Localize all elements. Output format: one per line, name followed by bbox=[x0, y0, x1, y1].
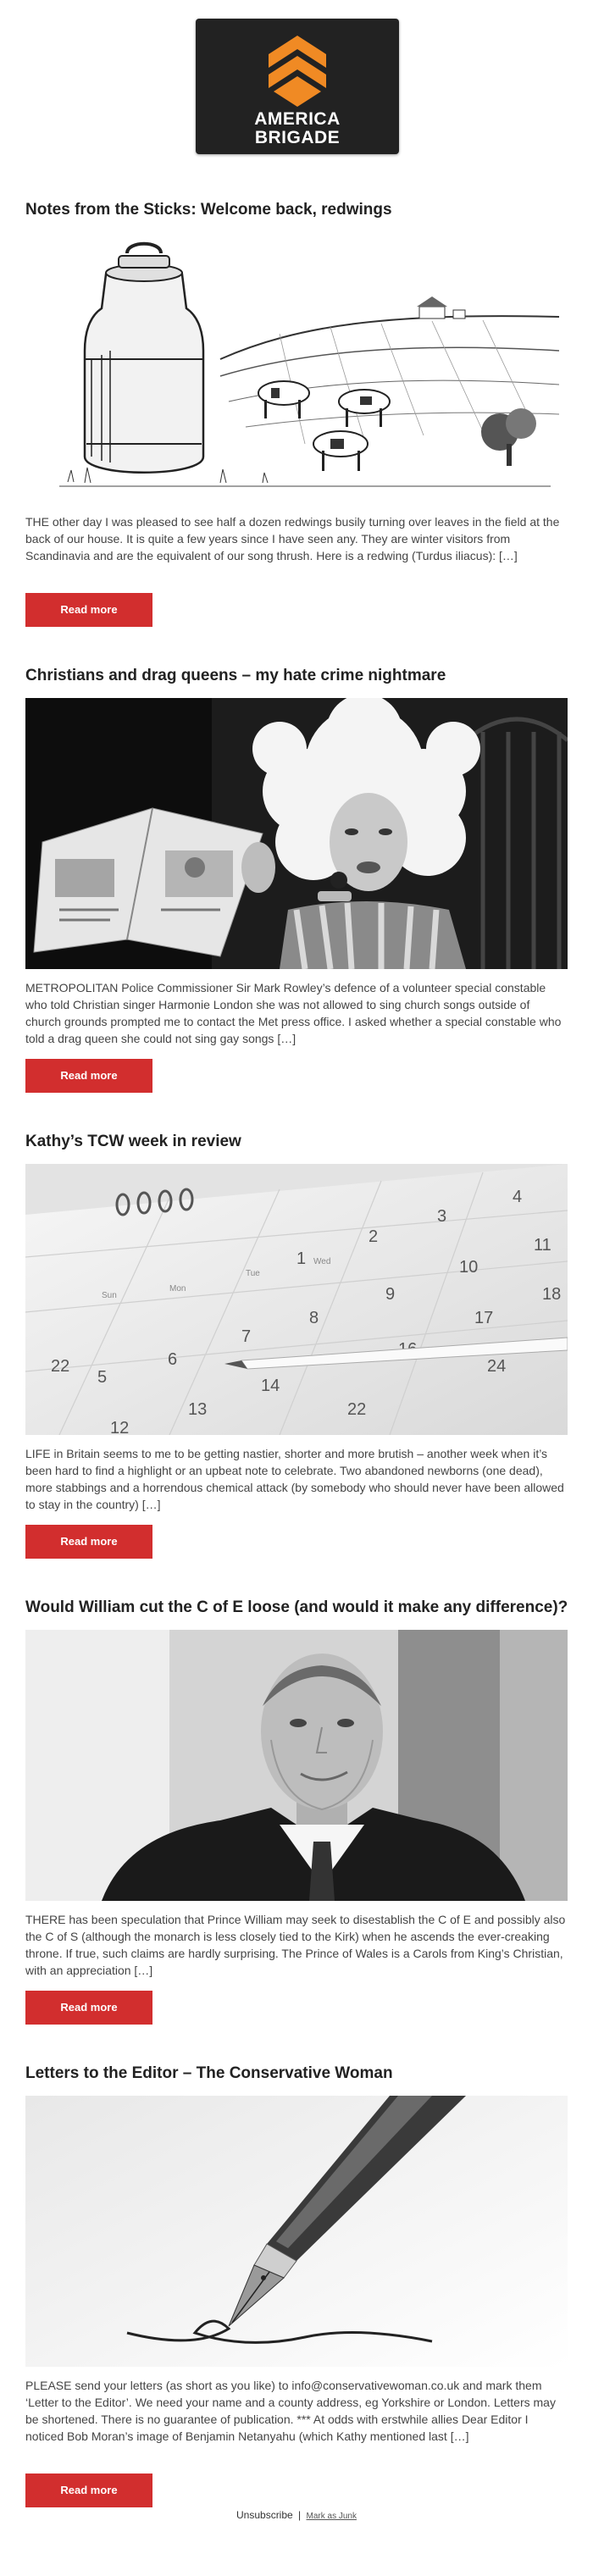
logo-line-1: AMERICA bbox=[254, 109, 341, 129]
article-title[interactable]: Notes from the Sticks: Welcome back, redwings bbox=[25, 201, 392, 219]
article-title[interactable]: Kathy’s TCW week in review bbox=[25, 1133, 241, 1150]
calendar-date: 13 bbox=[188, 1400, 208, 1419]
article-image-milk-churn-sketch[interactable] bbox=[25, 232, 568, 503]
article-image-calendar[interactable] bbox=[25, 1164, 568, 1435]
mark-as-junk-link[interactable]: Mark as Junk bbox=[306, 2512, 357, 2521]
article-excerpt: THE other day I was pleased to see half a dozen redwings busily turning over leaves in the field at the back of our house. It is quite a few years since I have seen any. They are winter visitors from Scandinavia and are the equivalent of our song thrush. Here is a redwing (Turdus iliacus): […] bbox=[25, 515, 560, 562]
calendar-day-label: Mon bbox=[169, 1284, 186, 1294]
unsubscribe-link[interactable]: Unsubscribe bbox=[236, 2509, 293, 2521]
calendar-date: 5 bbox=[97, 1368, 108, 1387]
footer-separator: | bbox=[298, 2509, 302, 2521]
calendar-date: 10 bbox=[459, 1258, 479, 1277]
calendar-date: 24 bbox=[487, 1357, 507, 1376]
article-image-drag-queen-reading[interactable] bbox=[25, 698, 568, 969]
calendar-date: 14 bbox=[261, 1377, 280, 1395]
article-title[interactable]: Letters to the Editor – The Conservative Woman bbox=[25, 2064, 393, 2082]
read-more-button[interactable]: Read more bbox=[25, 1059, 152, 1093]
calendar-day-label: Sun bbox=[102, 1291, 117, 1300]
calendar-date: 6 bbox=[168, 1350, 178, 1369]
article-excerpt: METROPOLITAN Police Commissioner Sir Mark Rowley’s defence of a volunteer special constable who told Christian singer Harmonie London she was not allowed to sing church songs outside of church grounds prompted me to contact the Met press office. I asked whether a special constable who told a drag queen she could not sing gay songs […] bbox=[25, 981, 562, 1045]
calendar-date: 12 bbox=[110, 1419, 130, 1435]
calendar-day-label: Tue bbox=[246, 1269, 260, 1278]
read-more-button[interactable]: Read more bbox=[25, 2474, 152, 2507]
read-more-button[interactable]: Read more bbox=[25, 1991, 152, 2025]
calendar-date: 22 bbox=[51, 1357, 70, 1376]
article-image-fountain-pen[interactable] bbox=[25, 2096, 568, 2367]
calendar-date: 7 bbox=[241, 1327, 252, 1346]
calendar-date: 3 bbox=[437, 1207, 447, 1226]
article-excerpt: THERE has been speculation that Prince William may seek to disestablish the C of E and possibly also the C of S (although the monarch is less closely tied to the Kirk) when he ascends the ever-creaking throne. If true, such claims are hardly surprising. The Prince of Wales is a Carols from King’s Christian, with an appreciation […] bbox=[25, 1913, 566, 1977]
article-excerpt: LIFE in Britain seems to me to be getting nastier, shorter and more brutish – another week when it’s been hard to find a highlight or an upbeat note to celebrate. Two abandoned newborns (one dead), more stabbings and a horrendous chemical attack (by somebody who should never have been allowed to stay in the country) […] bbox=[25, 1447, 564, 1511]
footer bbox=[0, 2509, 593, 2521]
calendar-date: 1 bbox=[296, 1249, 307, 1268]
article-image-prince-william[interactable] bbox=[25, 1630, 568, 1901]
read-more-button[interactable]: Read more bbox=[25, 1525, 152, 1559]
calendar-date: 4 bbox=[513, 1188, 523, 1206]
calendar-date: 18 bbox=[542, 1285, 562, 1304]
article-title[interactable]: Would William cut the C of E loose (and would it make any difference)? bbox=[25, 1598, 568, 1616]
article-title[interactable]: Christians and drag queens – my hate crime nightmare bbox=[25, 667, 446, 684]
article-excerpt: PLEASE send your letters (as short as you like) to info@conservativewoman.co.uk and mark them ‘Letter to the Editor’. We need your name and a county address, eg Yorkshire or London. Letters may be shortened. There is no guarantee of publication. *** At odds with erstwhile allies Dear Editor I noticed Bob Moran’s image of Benjamin Netanyahu (which Kathy mentioned last […] bbox=[25, 2379, 556, 2443]
calendar-date: 22 bbox=[347, 1400, 367, 1419]
calendar-date: 8 bbox=[309, 1309, 319, 1327]
calendar-day-label: Wed bbox=[313, 1257, 331, 1266]
logo-line-2: BRIGADE bbox=[254, 128, 341, 147]
calendar-date: 17 bbox=[474, 1309, 494, 1327]
calendar-date: 9 bbox=[385, 1285, 396, 1304]
america-brigade-logo[interactable] bbox=[196, 19, 399, 154]
calendar-date: 11 bbox=[534, 1236, 551, 1255]
calendar-date: 2 bbox=[369, 1227, 379, 1246]
read-more-button[interactable]: Read more bbox=[25, 593, 152, 627]
